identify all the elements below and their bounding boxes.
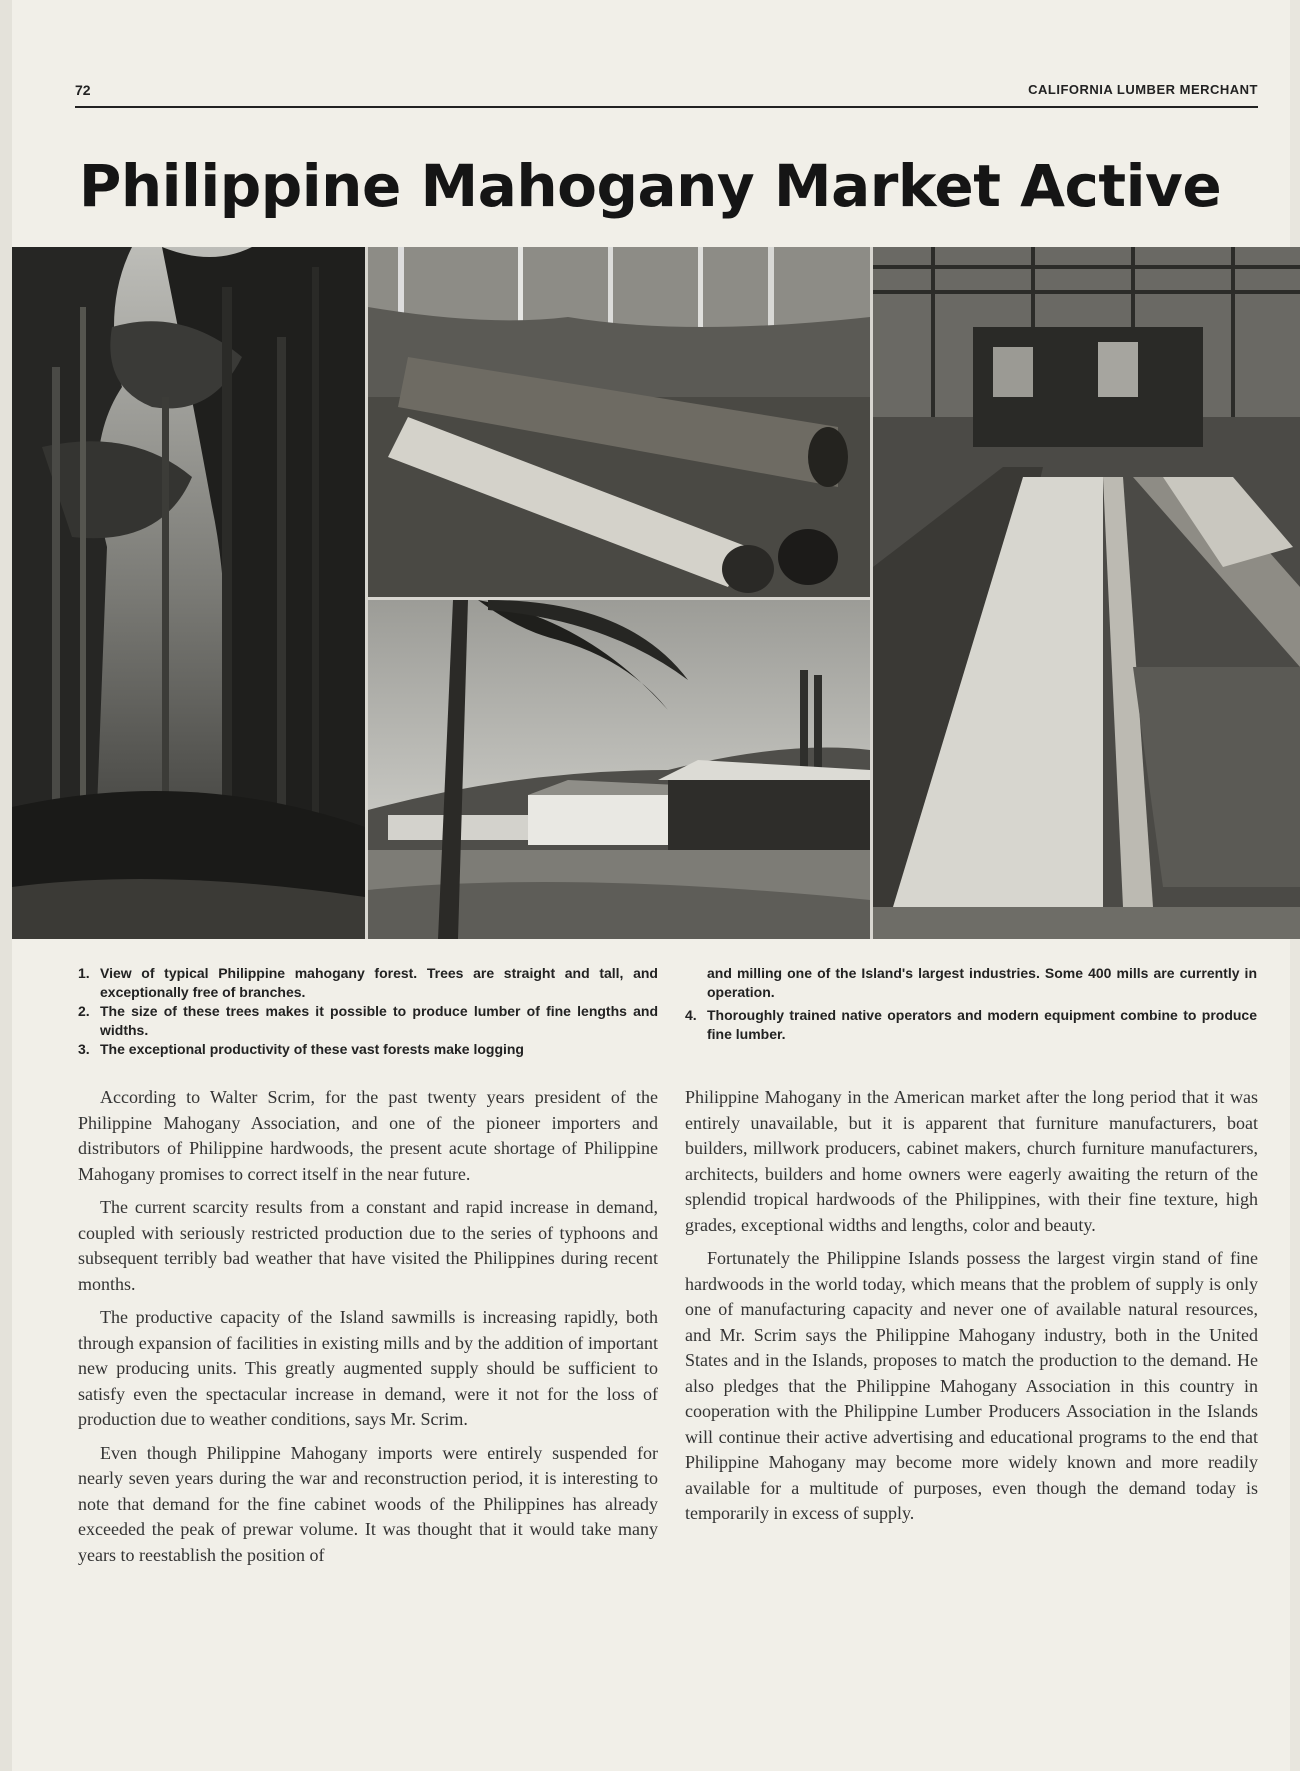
caption-item — [685, 1006, 1257, 1044]
photo-collage — [12, 247, 1300, 939]
article-paragraph: Even though Philippine Mahogany imports were entirely suspended for nearly seven years during the war and reconstruction period, it is interesting to note that demand for the fine cabinet woods of the Philippines has already exceeded the peak of prewar volume. It was thought that it would take many years to reestablish the position of — [78, 1442, 658, 1565]
photo-mill-interior — [873, 247, 1300, 939]
caption-text: Thoroughly trained native operators and modern equipment combine to produce fine lumber. — [707, 1007, 1257, 1042]
caption-block-left — [78, 964, 658, 1059]
caption-item — [78, 1040, 658, 1059]
caption-number: 4. — [685, 1007, 697, 1023]
article-paragraph: Philippine Mahogany in the American market after the long period that it was entirely unavailable, but it is apparent that furniture manufacturers, boat builders, millwork producers, cabinet makers, church furniture manufacturers, architects, builders and home owners were eagerly awaiting the return of the splendid tropical hardwoods of the Philippines, with their fine texture, high grades, exceptional widths and lengths, color and beauty. — [685, 1087, 1258, 1235]
caption-text: View of typical Philippine mahogany forest. Trees are straight and tall, and exceptionally free of branches. — [100, 965, 658, 1000]
article-paragraph: Fortunately the Philippine Islands possess the largest virgin stand of fine hardwoods in the world today, which means that the problem of supply is only one of manufacturing capacity and never one of available natural resources, and Mr. Scrim says the Philippine Mahogany industry, both in the United States and in the Islands, proposes to match the production to the demand. He also pledges that the Philippine Mahogany Association in this country in cooperation with the Philippine Lumber Producers Association in the Islands will continue their active advertising and educational programs to the end that Philippine Mahogany may become more widely known and more readily available for a multitude of purposes, even though the demand today is temporarily in excess of supply. — [685, 1248, 1258, 1523]
page-left-edge — [0, 0, 12, 1771]
caption-text: The exceptional productivity of these vast forests make logging — [100, 1041, 524, 1057]
article-column-right — [685, 1085, 1258, 1535]
article-title: Philippine Mahogany Market Active — [78, 152, 1222, 220]
photo-sawmill — [368, 600, 870, 939]
page-number: 72 — [75, 82, 91, 98]
caption-number: 2. — [78, 1003, 90, 1019]
caption-text: The size of these trees makes it possible to produce lumber of fine lengths and widths. — [100, 1003, 658, 1038]
caption-number: 1. — [78, 965, 90, 981]
article-paragraph: The productive capacity of the Island sawmills is increasing rapidly, both through expansion of facilities in existing mills and by the addition of important new producing units. This greatly augmented supply should be sufficient to satisfy even the spectacular increase in demand, were it not for the loss of production due to weather conditions, says Mr. Scrim. — [78, 1307, 658, 1429]
photo-forest — [12, 247, 365, 939]
running-header — [75, 82, 1258, 108]
caption-continuation: and milling one of the Island's largest industries. Some 400 mills are currently in operation. — [707, 965, 1257, 1000]
caption-block-right — [685, 964, 1257, 1044]
article-paragraph: The current scarcity results from a constant and rapid increase in demand, coupled with seriously restricted production due to the series of typhoons and subsequent terribly bad weather that have visited the Philippines during recent months. — [78, 1197, 658, 1294]
photo-logs — [368, 247, 870, 597]
article-paragraph: According to Walter Scrim, for the past twenty years president of the Philippine Mahogany Association, and one of the pioneer importers and distributors of Philippine hardwoods, the present acute shortage of Philippine Mahogany promises to correct itself in the near future. — [78, 1087, 658, 1184]
caption-item — [78, 1002, 658, 1040]
publication-name: CALIFORNIA LUMBER MERCHANT — [1028, 82, 1258, 97]
caption-item — [78, 964, 658, 1002]
article-column-left — [78, 1085, 658, 1576]
caption-number: 3. — [78, 1041, 90, 1057]
